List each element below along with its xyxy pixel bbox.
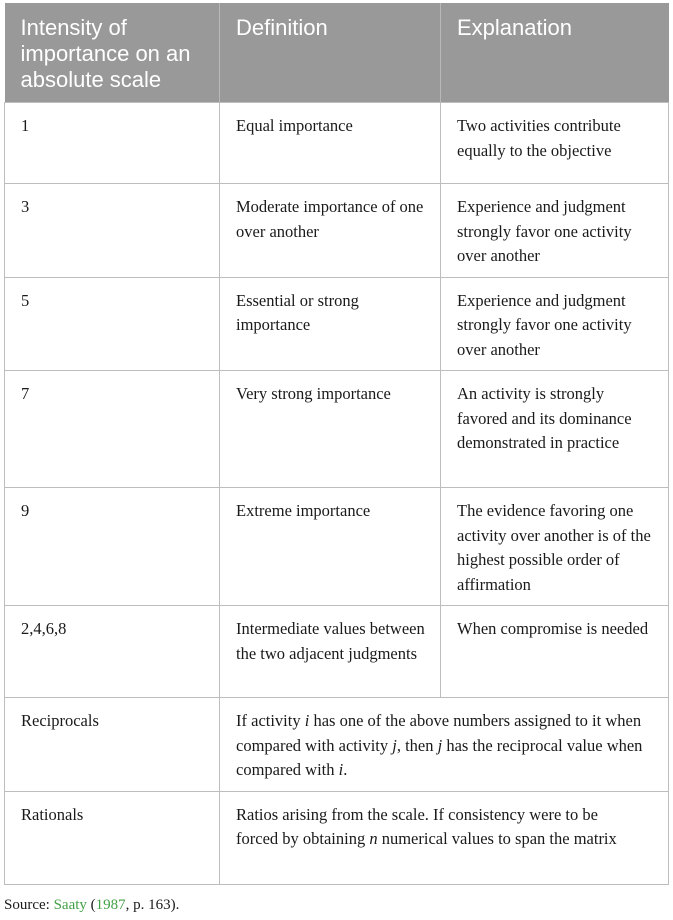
cell-explanation: Experience and judgment strongly favor one activity over another <box>441 277 669 371</box>
cell-intensity: 9 <box>5 488 220 606</box>
table-row <box>5 606 669 698</box>
cell-explanation: Experience and judgment strongly favor one activity over another <box>441 184 669 278</box>
header-explanation: Explanation <box>441 3 669 103</box>
table-row <box>5 488 669 606</box>
cell-definition: Moderate importance of one over another <box>220 184 441 278</box>
source-note: Source: Saaty (1987, p. 163). <box>4 897 180 913</box>
source-author-link[interactable]: Saaty <box>53 897 87 913</box>
cell-intensity: 7 <box>5 371 220 488</box>
cell-definition: Intermediate values between the two adjacent judgments <box>220 606 441 698</box>
cell-intensity: 1 <box>5 103 220 184</box>
cell-definition: Extreme importance <box>220 488 441 606</box>
cell-explanation: The evidence favoring one activity over another is of the highest possible order of affirmation <box>441 488 669 606</box>
table-row-reciprocals <box>5 698 669 792</box>
ahp-scale-table <box>4 3 669 885</box>
cell-intensity: 2,4,6,8 <box>5 606 220 698</box>
cell-intensity: 3 <box>5 184 220 278</box>
table-row-rationals <box>5 791 669 884</box>
cell-definition: Essential or strong importance <box>220 277 441 371</box>
cell-reciprocals-text: If activity i has one of the above numbers assigned to it when compared with activity j, then j has the reciprocal value when compared with i. <box>220 698 669 792</box>
cell-intensity: 5 <box>5 277 220 371</box>
cell-explanation: Two activities contribute equally to the objective <box>441 103 669 184</box>
header-definition: Definition <box>220 3 441 103</box>
table-row <box>5 277 669 371</box>
source-year-link[interactable]: 1987 <box>95 897 126 913</box>
table-header-row <box>5 3 669 103</box>
table-row <box>5 184 669 278</box>
table-row <box>5 103 669 184</box>
cell-rationals-text: Ratios arising from the scale. If consistency were to be forced by obtaining n numerical values to span the matrix <box>220 791 669 884</box>
cell-intensity: Rationals <box>5 791 220 884</box>
cell-definition: Equal importance <box>220 103 441 184</box>
table-row <box>5 371 669 488</box>
cell-intensity: Reciprocals <box>5 698 220 792</box>
cell-explanation: When compromise is needed <box>441 606 669 698</box>
cell-definition: Very strong importance <box>220 371 441 488</box>
cell-explanation: An activity is strongly favored and its dominance demonstrated in practice <box>441 371 669 488</box>
header-intensity: Intensity of importance on an absolute scale <box>5 3 220 103</box>
